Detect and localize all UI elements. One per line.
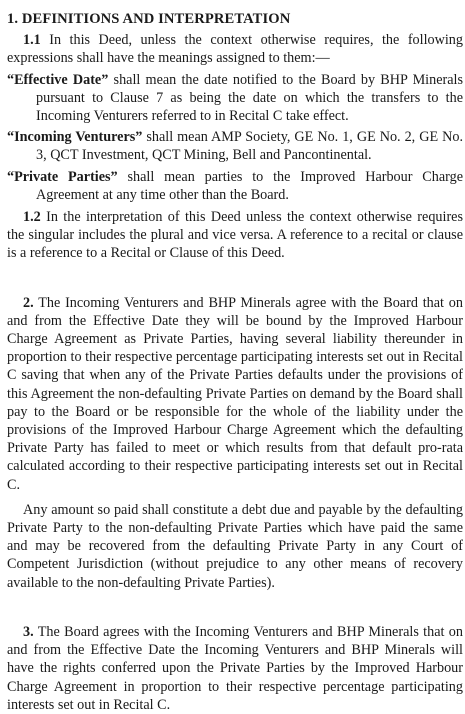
definition-term: “Effective Date” xyxy=(7,71,109,88)
clause-1-1-text: In this Deed, unless the context otherwise requires, the following expressions shall have the meanings assigned to them:— xyxy=(7,32,463,67)
definition-term: “Private Parties” xyxy=(7,168,118,185)
clause-1-2-text: In the interpretation of this Deed unless the context otherwise requires the singular includes the plural and vice versa. A reference to a recital or clause is a reference to a Recital or Clause of this Deed. xyxy=(7,209,463,262)
definition-term: “Incoming Venturers” xyxy=(7,129,143,146)
definition-private-parties xyxy=(7,168,463,204)
clause-2-number: 2. xyxy=(23,294,34,311)
clause-1-2-number: 1.2 xyxy=(23,209,41,226)
clause-2-paragraph-2: Any amount so paid shall constitute a debt due and payable by the defaulting Private Party to the non-defaulting Private Parties which have paid the same and may be recovered from the defaulting Private Party in any Court of Competent Jurisdiction (without prejudice to any other means of recovery available to the non-defaulting Private Parties). xyxy=(7,501,463,591)
definition-incoming-venturers xyxy=(7,128,463,164)
definition-text: shall mean AMP Society, GE No. 1, GE No. 2, GE No. 3, QCT Investment, QCT Mining, Bell and Pancontinental. xyxy=(36,129,463,164)
definition-effective-date xyxy=(7,71,463,126)
clause-3-text: The Board agrees with the Incoming Venturers and BHP Minerals that on and from the Effective Date the Incoming Venturers and BHP Minerals will have the rights conferred upon the Private Parties by the Improved Harbour Charge Agreement in proportion to their respective percentage participating interests set out in Recital C. xyxy=(7,623,463,713)
clause-1-2 xyxy=(7,208,463,263)
clause-1-1 xyxy=(7,31,463,67)
definition-text: shall mean parties to the Improved Harbour Charge Agreement at any time other than the Board. xyxy=(36,168,463,203)
clause-3 xyxy=(7,623,463,714)
document-page xyxy=(7,10,463,714)
definition-text: shall mean the date notified to the Board by BHP Minerals pursuant to Clause 7 as being the date on which the transfers to the Incoming Venturers referred to in Recital C take effect. xyxy=(36,71,463,125)
clause-2-text: The Incoming Venturers and BHP Minerals agree with the Board that on and from the Effective Date they will be bound by the Improved Harbour Charge Agreement as Private Parties, having several liability thereunder in proportion to their respective percentage participating interests set out in Recital C saving that when any of the Private Parties defaults under the provisions of this Agreement the non-defaulting Private Parties on demand by the Board shall pay to the Board or be responsible for the whole of the liability under the provisions of the Improved Harbour Charge Agreement which the defaulting Private Party has failed to meet or which results from that default pro-rata calculated according to their respective participating interests set out in Recital C. xyxy=(7,294,463,493)
clause-1-1-number: 1.1 xyxy=(23,32,41,49)
section-heading: 1. DEFINITIONS AND INTERPRETATION xyxy=(7,11,291,27)
clause-3-number: 3. xyxy=(23,623,34,640)
clause-2 xyxy=(7,294,463,494)
